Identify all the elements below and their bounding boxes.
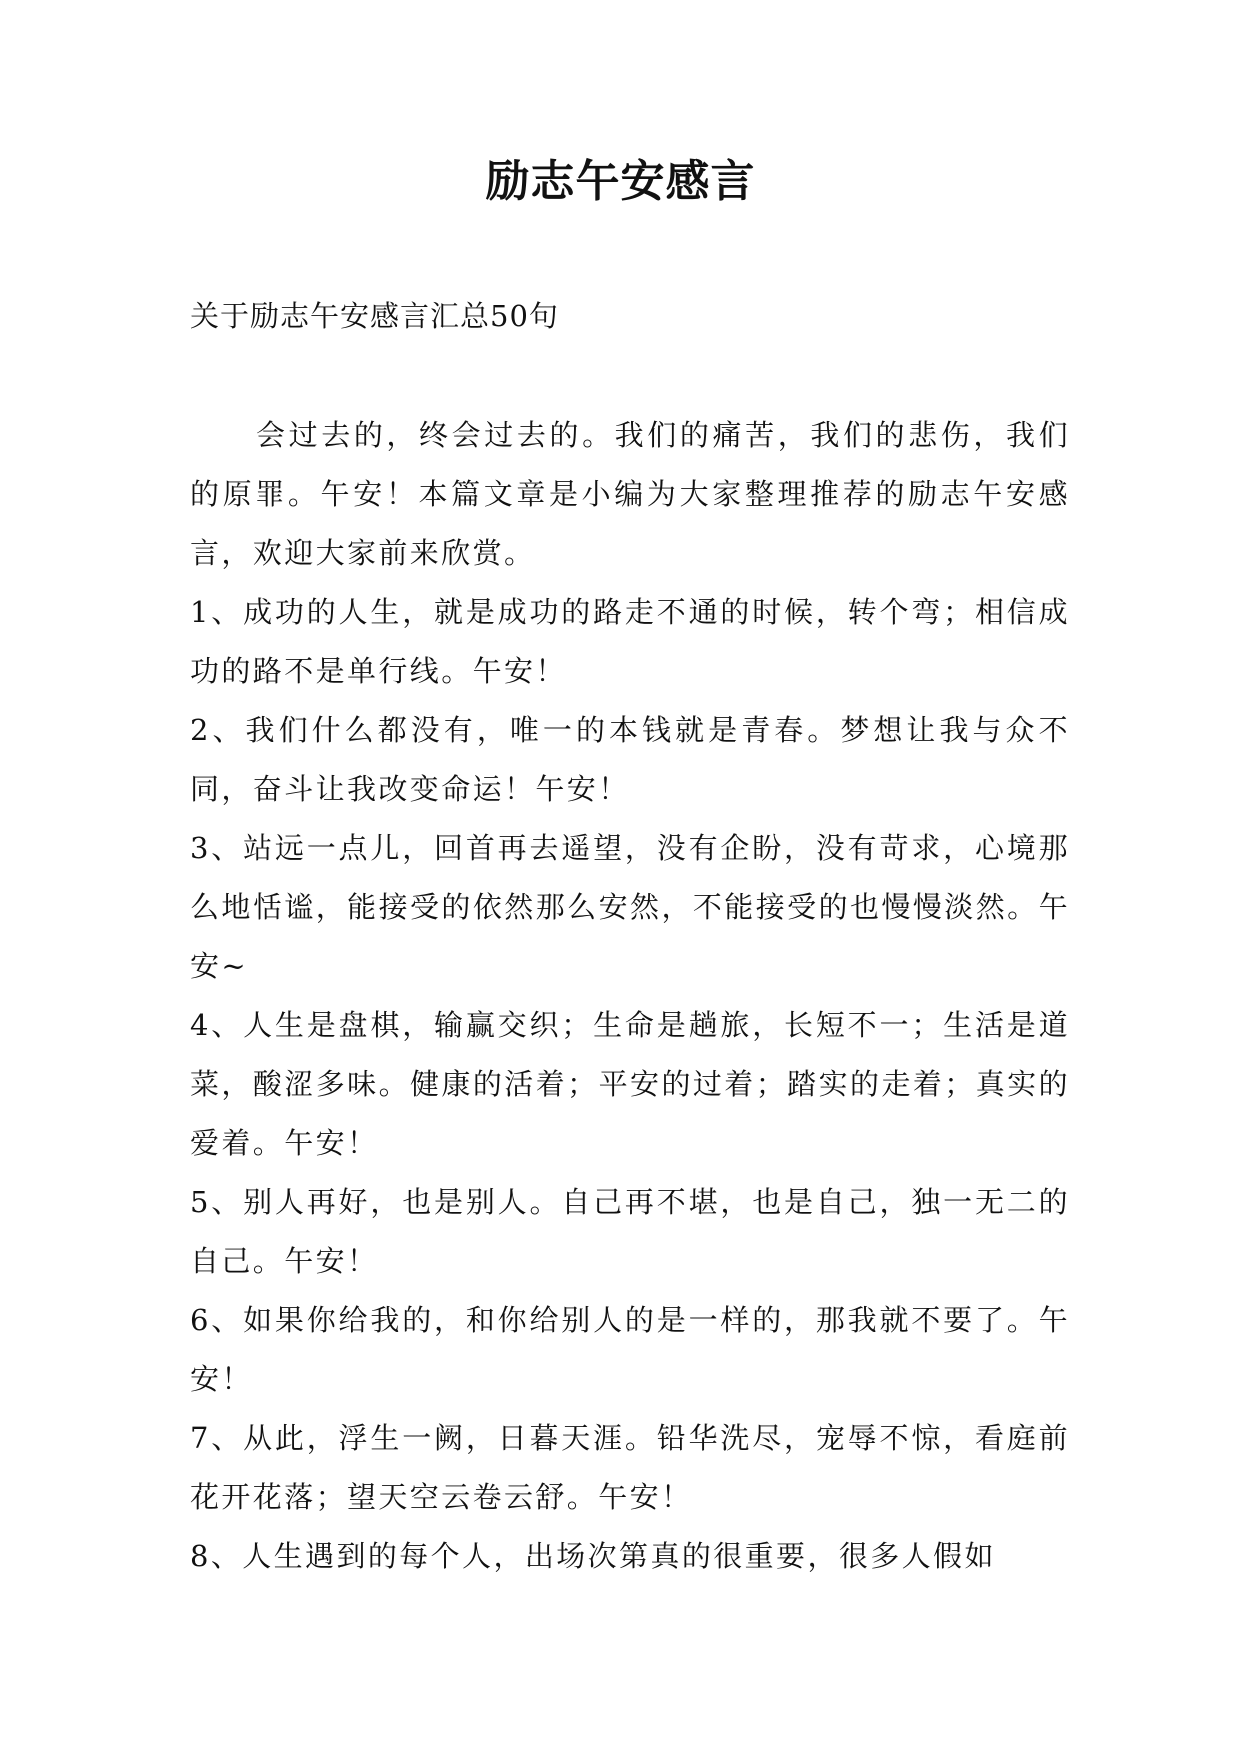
document-body [190,406,1070,1586]
list-item: 7、从此，浮生一阙，日暮天涯。铅华洗尽，宠辱不惊，看庭前花开花落；望天空云卷云舒。午安！ [190,1421,1070,1514]
list-item: 5、别人再好，也是别人。自己再不堪，也是自己，独一无二的自己。午安！ [190,1185,1070,1278]
document-subtitle: 关于励志午安感言汇总50句 [190,299,559,333]
list-item: 6、如果你给我的，和你给别人的是一样的，那我就不要了。午安！ [190,1303,1070,1396]
document-title: 励志午安感言 [485,156,756,207]
list-item: 8、人生遇到的每个人，出场次第真的很重要，很多人假如 [190,1539,996,1573]
intro-paragraph: 会过去的，终会过去的。我们的痛苦，我们的悲伤，我们的原罪。午安！本篇文章是小编为大家整理推荐的励志午安感言，欢迎大家前来欣赏。 [190,418,1070,570]
list-item: 1、成功的人生，就是成功的路走不通的时候，转个弯；相信成功的路不是单行线。午安！ [190,595,1070,688]
list-item: 3、站远一点儿，回首再去遥望，没有企盼，没有苛求，心境那么地恬谧，能接受的依然那么安然，不能接受的也慢慢淡然。午安~ [190,831,1070,983]
list-item: 2、我们什么都没有，唯一的本钱就是青春。梦想让我与众不同，奋斗让我改变命运！午安！ [190,713,1070,806]
list-item: 4、人生是盘棋，输赢交织；生命是趟旅，长短不一；生活是道菜，酸涩多味。健康的活着；平安的过着；踏实的走着；真实的爱着。午安！ [190,1008,1070,1160]
